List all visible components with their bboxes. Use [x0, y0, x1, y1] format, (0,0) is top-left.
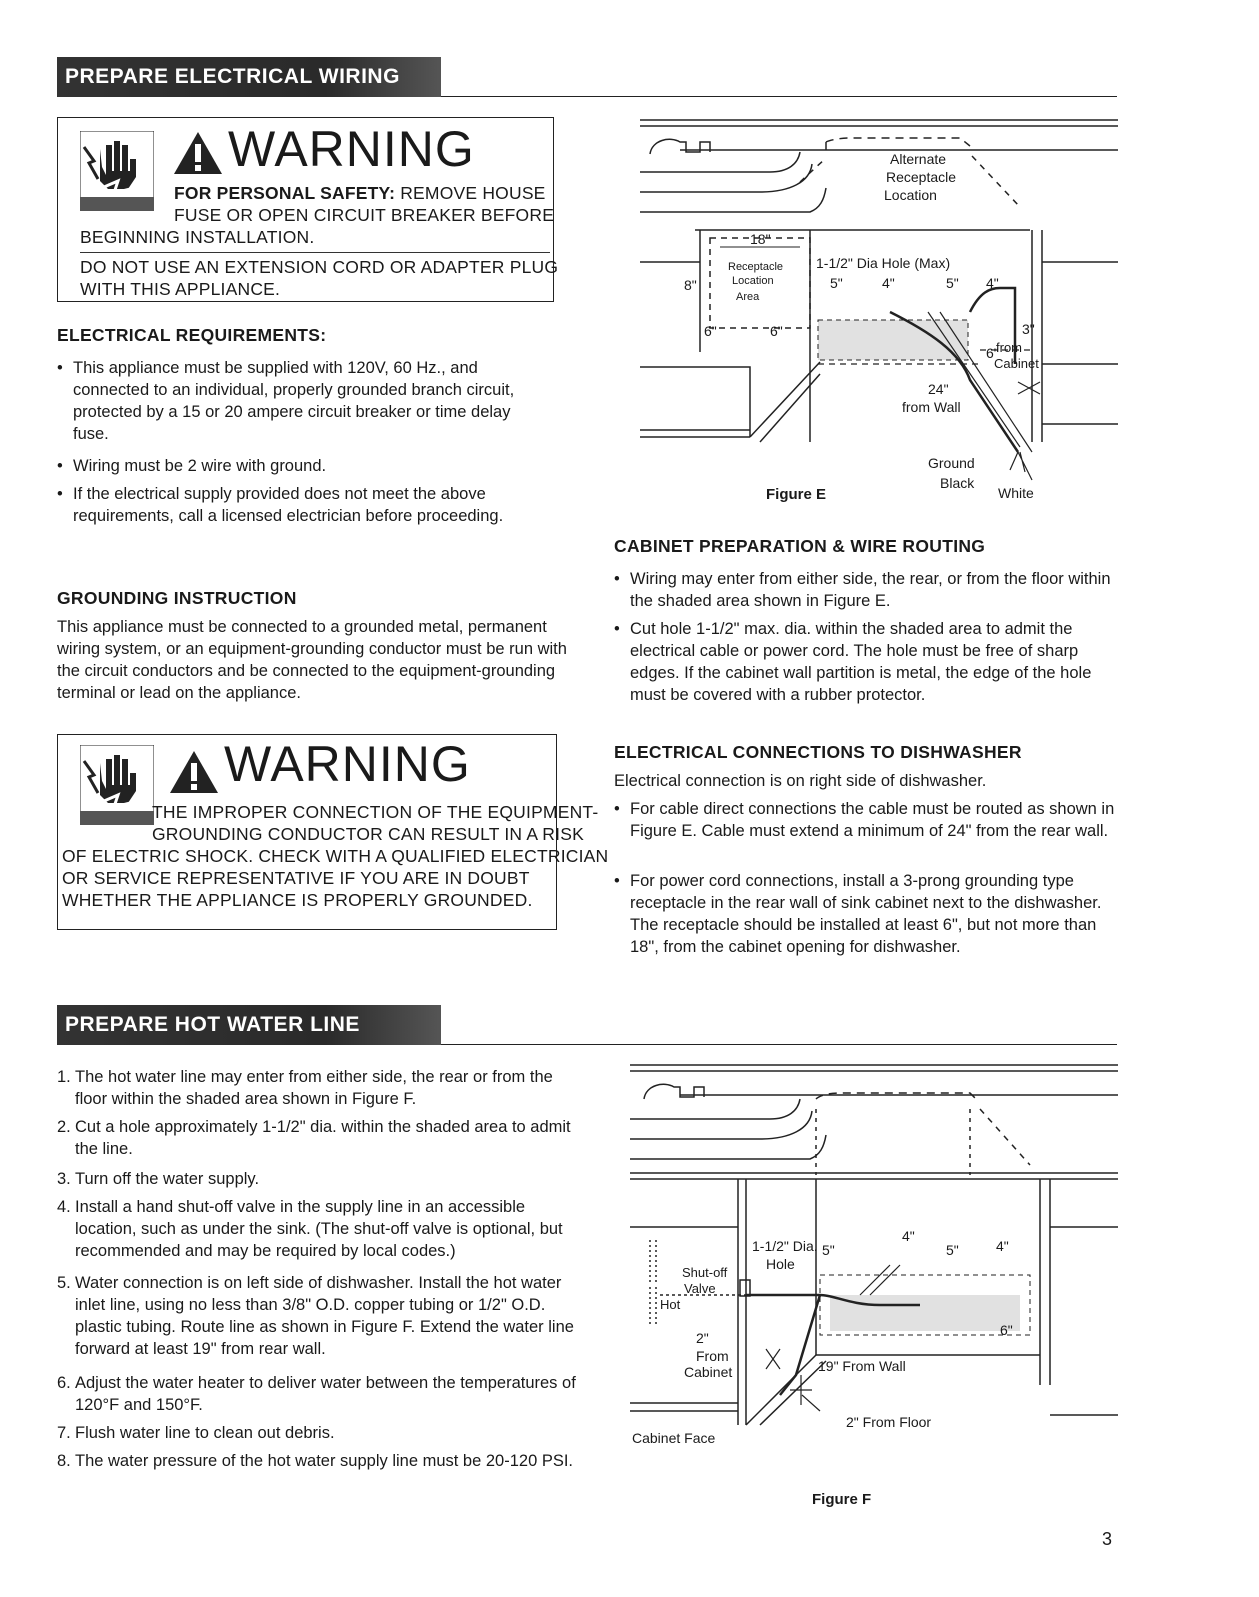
label-dim-5: 5" [822, 1242, 835, 1258]
warning-line-rest: REMOVE HOUSE [395, 183, 546, 203]
label-receptacle: Receptacle [886, 169, 957, 185]
warning-title: WARNING [224, 736, 471, 792]
page-number: 3 [1102, 1529, 1113, 1549]
warning-line: WITH THIS APPLIANCE. [80, 279, 281, 299]
requirement-item: • Wiring must be 2 wire with ground. [57, 455, 542, 477]
figure-e-caption: Figure E [766, 486, 827, 503]
section-rule [441, 96, 1117, 97]
hot-water-step: 1. The hot water line may enter from either side, the rear or from the floor within the shaded area shown in Figure F. [57, 1068, 553, 1108]
grounding-text: This appliance must be connected to a grounded metal, permanent wiring system, or an equipment-grounding conductor must be run with the circuit conductors and be connected to the equipment-grounding terminal or lead on the appliance. [57, 618, 567, 702]
label-area: Area [736, 291, 760, 303]
requirement-item: • This appliance must be supplied with 120V, 60 Hz., and connected to an individual, properly grounded branch circuit, protected by a 15 or 20 ampere circuit breaker or time delay fuse. [57, 357, 542, 445]
label-dim-5b: 5" [946, 1242, 959, 1258]
label-from-wall: from Wall [902, 399, 961, 415]
electrical-requirements-heading: ELECTRICAL REQUIREMENTS: [57, 325, 327, 345]
label-cabinet: Cabinet [684, 1364, 733, 1380]
hot-water-step: 8. The water pressure of the hot water supply line must be 20-120 PSI. [57, 1452, 574, 1470]
section-title: PREPARE HOT WATER LINE [65, 1013, 360, 1036]
figure-f-diagram [620, 1055, 1120, 1450]
label-dim-4b: 4" [986, 275, 999, 291]
label-ground: Ground [928, 455, 975, 471]
label-dim-3: 3" [1022, 321, 1035, 337]
figure-e-diagram [640, 112, 1120, 512]
connections-item: • For power cord connections, install a 3-prong grounding type receptacle in the rear wall of sink cabinet next to the dishwasher. The receptacle should be installed at least 6", but not more than 18", from the cabinet opening for dishwasher. [614, 870, 1114, 958]
section-header-hot-water [57, 1005, 441, 1045]
label-from-floor: 2" From Floor [846, 1414, 932, 1430]
hot-water-step: 7. Flush water line to clean out debris. [57, 1424, 335, 1442]
label-white: White [998, 485, 1034, 501]
section-header-electrical [57, 57, 441, 97]
label-dim-6a: 6" [704, 323, 717, 339]
connections-item: • For cable direct connections the cable must be routed as shown in Figure E. Cable must extend a minimum of 24" from the rear wall. [614, 798, 1119, 842]
warning-line: OR SERVICE REPRESENTATIVE IF YOU ARE IN DOUBT [62, 868, 530, 888]
warning-box-personal-safety [57, 117, 559, 302]
warning-emphasis: FOR PERSONAL SAFETY: [174, 183, 396, 203]
label-black: Black [940, 475, 975, 491]
cabinet-prep-item: • Cut hole 1-1/2" max. dia. within the shaded area to admit the electrical cable or power cord. The hole must be free of sharp edges. If the cabinet wall partition is metal, the edge of the hole must be covered with a rubber protector. [614, 618, 1119, 706]
section-rule [441, 1044, 1117, 1045]
label-dim-6: 6" [1000, 1322, 1013, 1338]
hot-water-step: 4. Install a hand shut-off valve in the supply line in an accessible location, such as under the sink. (The shut-off valve is optional, but recommended and may be required by local codes.) [57, 1198, 563, 1260]
label-dim-4: 4" [902, 1228, 915, 1244]
label-dim-18: 18" [750, 231, 771, 247]
hot-water-step: 3. Turn off the water supply. [57, 1170, 260, 1188]
warning-box-grounding [57, 734, 609, 930]
label-hole: 1-1/2" Dia Hole (Max) [816, 255, 951, 271]
label-dim-6b: 6" [770, 323, 783, 339]
label-hole: Hole [766, 1256, 795, 1272]
hot-water-step: 2. Cut a hole approximately 1-1/2" dia. within the shaded area to admit the line. [57, 1118, 571, 1158]
warning-line: GROUNDING CONDUCTOR CAN RESULT IN A RISK [152, 824, 584, 844]
label-shutoff: Shut-off [682, 1265, 728, 1280]
hot-water-step: 6. Adjust the water heater to deliver water between the temperatures of 120°F and 150°F. [57, 1374, 576, 1414]
warning-line: FUSE OR OPEN CIRCUIT BREAKER BEFORE [174, 205, 555, 225]
requirement-item: • If the electrical supply provided does not meet the above requirements, call a licensed electrician before proceeding. [57, 483, 527, 527]
warning-line [174, 182, 546, 204]
label-dim-5b: 5" [946, 275, 959, 291]
connections-intro: Electrical connection is on right side of dishwasher. [614, 772, 987, 790]
warning-triangle-icon [168, 749, 220, 795]
figure-f-caption: Figure F [812, 1491, 872, 1508]
warning-title: WARNING [228, 121, 475, 177]
cabinet-prep-item: • Wiring may enter from either side, the rear, or from the floor within the shaded area shown in Figure E. [614, 568, 1119, 612]
label-location: Location [884, 187, 937, 203]
label-dim-4b: 4" [996, 1238, 1009, 1254]
label-from: From [696, 1348, 729, 1364]
label-dim-6c: 6" [986, 345, 999, 361]
cabinet-prep-heading: CABINET PREPARATION & WIRE ROUTING [614, 536, 986, 556]
label-dim-4: 4" [882, 275, 895, 291]
hot-water-step: 5. Water connection is on left side of dishwasher. Install the hot water inlet line, using no less than 3/8" O.D. copper tubing or 1/2" O.D. plastic tubing. Route line as shown in Figure F. Extend the water line forward at least 19" from rear wall. [57, 1274, 574, 1358]
warning-line: BEGINNING INSTALLATION. [80, 227, 315, 247]
label-dia: 1-1/2" Dia. [752, 1238, 818, 1254]
label-dim-2: 2" [696, 1330, 709, 1346]
section-title: PREPARE ELECTRICAL WIRING [65, 65, 400, 88]
warning-line: WHETHER THE APPLIANCE IS PROPERLY GROUNDED. [62, 890, 533, 910]
grounding-heading: GROUNDING INSTRUCTION [57, 588, 297, 608]
label-alternate: Alternate [890, 151, 947, 167]
warning-divider [80, 252, 550, 253]
hand-shock-icon [80, 131, 154, 211]
label-hot: Hot [660, 1297, 681, 1312]
label-receptacle-small: Receptacle [728, 261, 784, 273]
label-from: from [996, 340, 1022, 355]
label-dim-24: 24" [928, 381, 949, 397]
connections-heading: ELECTRICAL CONNECTIONS TO DISHWASHER [614, 742, 1022, 762]
warning-line: OF ELECTRIC SHOCK. CHECK WITH A QUALIFIED ELECTRICIAN [62, 846, 609, 866]
label-dim-8: 8" [684, 277, 697, 293]
warning-line: THE IMPROPER CONNECTION OF THE EQUIPMENT- [152, 802, 599, 822]
warning-triangle-icon [172, 130, 224, 176]
label-from-wall: 19" From Wall [818, 1358, 906, 1374]
label-location-small: Location [732, 275, 774, 287]
label-dim-5: 5" [830, 275, 843, 291]
warning-line: DO NOT USE AN EXTENSION CORD OR ADAPTER PLUG [80, 257, 559, 277]
label-cabinet-face: Cabinet Face [632, 1430, 716, 1446]
label-cabinet: Cabinet [994, 356, 1039, 371]
hand-shock-icon [80, 745, 154, 825]
label-valve: Valve [684, 1281, 716, 1296]
